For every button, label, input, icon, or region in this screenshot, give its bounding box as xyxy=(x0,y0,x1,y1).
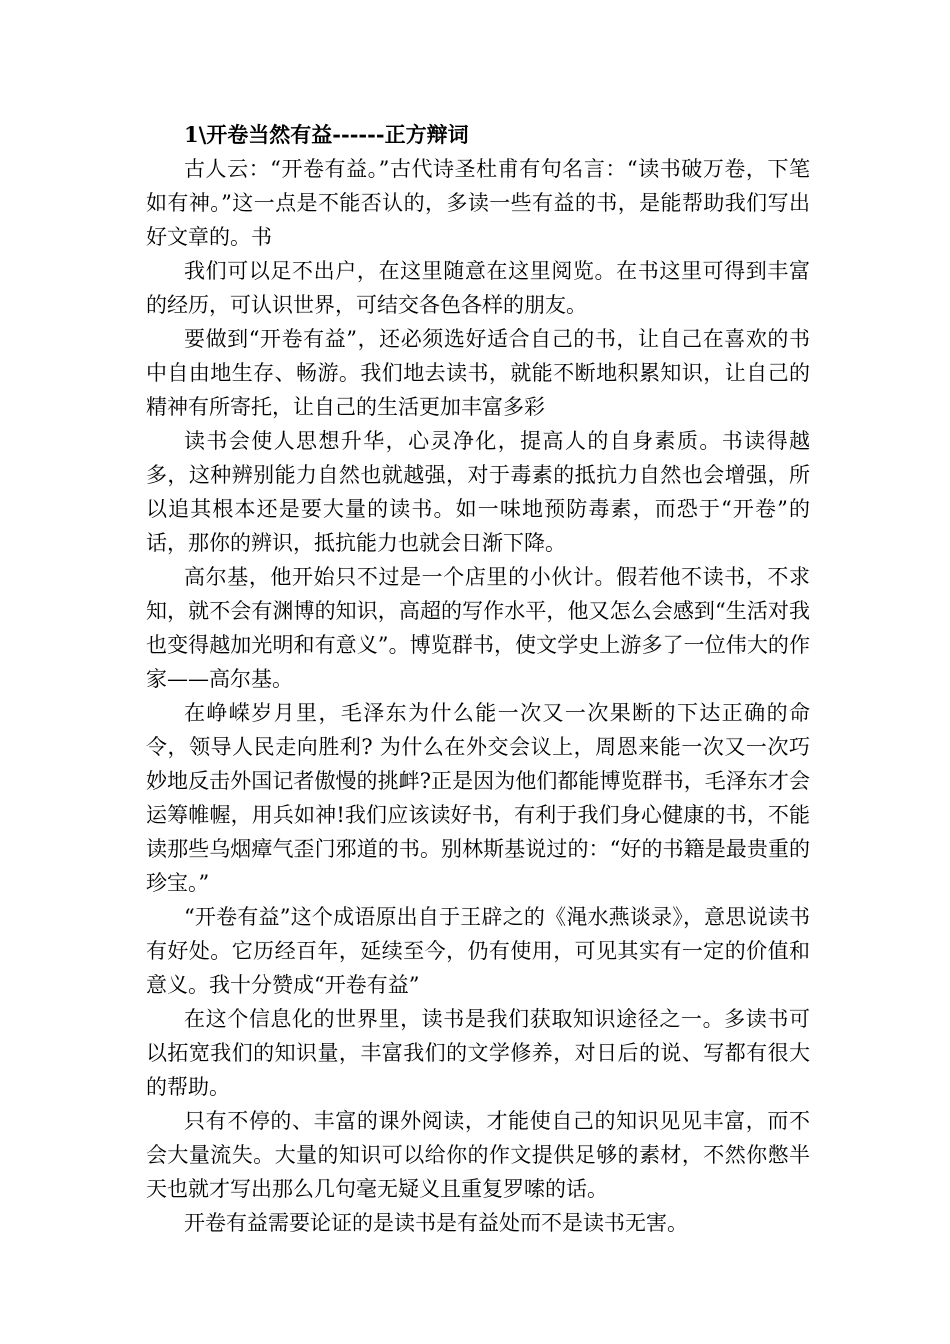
paragraph-3: 要做到“开卷有益”，还必须选好适合自己的书，让自己在喜欢的书中自由地生存、畅游。我们地去读书，就能不断地积累知识，让自己的精神有所寄托，让自己的生活更加丰富多彩 xyxy=(146,327,810,419)
paragraph-9: 只有不停的、丰富的课外阅读，才能使自己的知识见见丰富，而不会大量流失。大量的知识可以给你的作文提供足够的素材，不然你憋半天也就才写出那么几句毫无疑义且重复罗嗦的话。 xyxy=(146,1109,810,1201)
paragraph-8: 在这个信息化的世界里，读书是我们获取知识途径之一。多读书可以拓宽我们的知识量，丰富我们的文学修养，对日后的说、写都有很大的帮助。 xyxy=(146,1007,810,1099)
paragraph-5: 高尔基，他开始只不过是一个店里的小伙计。假若他不读书，不求知，就不会有渊博的知识，高超的写作水平，他又怎么会感到“生活对我也变得越加光明和有意义”。博览群书，使文学史上游多了一位伟大的作家——高尔基。 xyxy=(146,565,810,691)
paragraph-7: “开卷有益”这个成语原出自于王辟之的《渑水燕谈录》，意思说读书有好处。它历经百年，延续至今，仍有使用，可见其实有一定的价值和意义。我十分赞成“开卷有益” xyxy=(146,905,810,997)
document-body xyxy=(146,118,810,1240)
paragraph-1: 古人云：“开卷有益。”古代诗圣杜甫有句名言：“读书破万卷，下笔如有神。”这一点是不能否认的，多读一些有益的书，是能帮助我们写出好文章的。书 xyxy=(146,157,810,249)
document-title: 1\开卷当然有益------正方辩词 xyxy=(184,122,469,147)
paragraph-2: 我们可以足不出户，在这里随意在这里阅览。在书这里可得到丰富的经历，可认识世界，可结交各色各样的朋友。 xyxy=(146,259,810,317)
paragraph-4: 读书会使人思想升华，心灵净化，提高人的自身素质。书读得越多，这种辨别能力自然也就越强，对于毒素的抵抗力自然也会增强，所以追其根本还是要大量的读书。如一味地预防毒素，而恐于“开卷”的话，那你的辨识，抵抗能力也就会日渐下降。 xyxy=(146,429,810,555)
paragraph-10: 开卷有益需要论证的是读书是有益处而不是读书无害。 xyxy=(184,1211,688,1235)
paragraph-6: 在峥嵘岁月里，毛泽东为什么能一次又一次果断的下达正确的命令，领导人民走向胜利? 为什么在外交会议上，周恩来能一次又一次巧妙地反击外国记者傲慢的挑衅?正是因为他们都能博览群书，毛泽东才会运筹帷幄，用兵如神!我们应该读好书，有利于我们身心健康的书，不能读那些乌烟瘴气歪门邪道的书。别林斯基说过的：“好的书籍是最贵重的珍宝。” xyxy=(146,701,810,895)
